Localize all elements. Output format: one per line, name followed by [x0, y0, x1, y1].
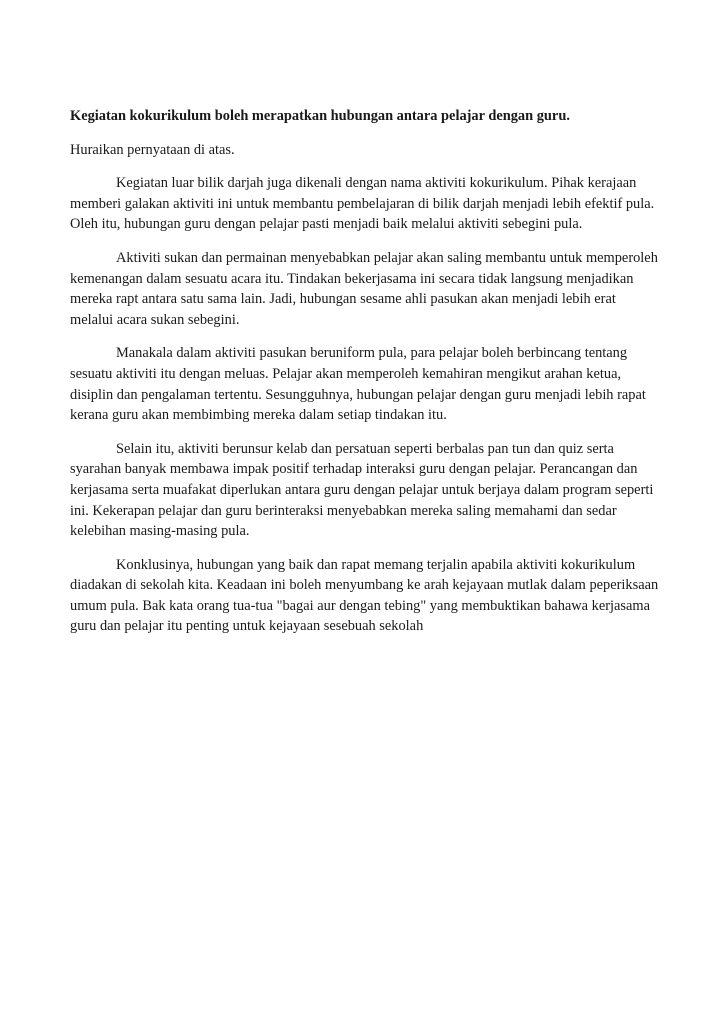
essay-page: [70, 106, 662, 650]
essay-paragraph-5: Konklusinya, hubungan yang baik dan rapat memang terjalin apabila aktiviti kokurikulum diadakan di sekolah kita. Keadaan ini boleh menyumbang ke arah kejayaan mutlak dalam peperiksaan umum pula. Bak kata orang tua-tua "bagai aur dengan tebing" yang membuktikan bahawa kerjasama guru dan pelajar itu penting untuk kejayaan sesebuah sekolah: [70, 556, 659, 635]
essay-paragraph-1: Kegiatan luar bilik darjah juga dikenali dengan nama aktiviti kokurikulum. Pihak kerajaan memberi galakan aktiviti ini untuk membantu pembelajaran di bilik darjah menjadi lebih efektif pula. Oleh itu, hubungan guru dengan pelajar pasti menjadi baik melalui aktiviti sebegini pula.: [70, 175, 655, 233]
essay-paragraph-3: Manakala dalam aktiviti pasukan beruniform pula, para pelajar boleh berbincang tentang sesuatu aktiviti itu dengan meluas. Pelajar akan memperoleh kemahiran mengikut arahan ketua, disiplin dan pengalaman tertentu. Sesungguhnya, hubungan pelajar dengan guru menjadi lebih rapat kerana guru akan membimbing mereka dalam setiap tindakan itu.: [70, 345, 646, 424]
essay-question: Huraikan pernyataan di atas.: [70, 141, 235, 158]
essay-paragraph-2: Aktiviti sukan dan permainan menyebabkan pelajar akan saling membantu untuk memperoleh kemenangan dalam sesuatu acara itu. Tindakan bekerjasama ini secara tidak langsung menjadikan mereka rapt antara satu sama lain. Jadi, hubungan sesame ahli pasukan akan menjadi lebih erat melalui acara sukan sebegini.: [70, 249, 658, 328]
essay-paragraph-4: Selain itu, aktiviti berunsur kelab dan persatuan seperti berbalas pan tun dan quiz serta syarahan banyak membawa impak positif terhadap interaksi guru dengan pelajar. Perancangan dan kerjasama serta muafakat diperlukan antara guru dengan pelajar untuk berjaya dalam program seperti ini. Kekerapan pelajar dan guru berinteraksi menyebabkan mereka saling memahami dan sedar kelebihan masing-masing pula.: [70, 440, 654, 540]
essay-title: Kegiatan kokurikulum boleh merapatkan hubungan antara pelajar dengan guru.: [70, 108, 570, 124]
